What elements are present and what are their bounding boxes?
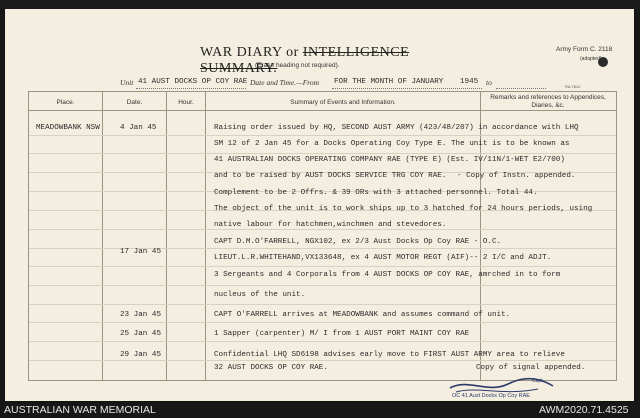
- date-value: FOR THE MONTH OF JANUARY: [334, 78, 444, 86]
- summary-line: nucleus of the unit.: [214, 291, 306, 299]
- summary-line: CAPT D.M.O'FARRELL, NGX102, ex 2/3 Aust Docks Op Coy RAE - O.C.: [214, 238, 502, 246]
- year-value: 1945: [460, 78, 479, 86]
- date-entry: 4 Jan 45: [120, 124, 157, 132]
- form-code: Army Form C. 2118: [556, 46, 613, 53]
- summary-line: 41 AUSTRALIAN DOCKS OPERATING COMPANY RAE (TYPE E) (Est. IV/11N/1-WET E2/700): [214, 156, 565, 164]
- row-rule: [29, 285, 616, 286]
- summary-line: and to be raised by AUST DOCKS SERVICE TRG COY RAE.: [214, 172, 447, 180]
- title-plain: WAR DIARY or: [200, 45, 299, 60]
- footer-source: AUSTRALIAN WAR MEMORIAL: [4, 404, 156, 416]
- unit-value: 41 AUST DOCKS OP COY RAE: [138, 78, 248, 86]
- signature-icon: [448, 374, 558, 398]
- footer-accession: AWM2020.71.4525: [539, 404, 629, 416]
- date-underline: [332, 88, 482, 89]
- summary-line: 3 Sergeants and 4 Corporals from 4 AUST DOCKS OP COY RAE, amrched in to form: [214, 271, 561, 279]
- row-rule: [29, 341, 616, 342]
- title-struck: INTELLIGENCE SUMMARY.: [200, 45, 410, 76]
- place-header: Place.: [56, 99, 75, 106]
- form-adapted: (adapted): [580, 56, 602, 62]
- row-rule: [29, 360, 616, 361]
- summary-header: Summary of Events and Information.: [290, 99, 396, 106]
- summary-line: SM 12 of 2 Jan 45 for a Docks Operating Coy Type E. The unit is to be known as: [214, 140, 570, 148]
- remarks-header: Remarks and references to Appendices, Diaries, &c.: [490, 94, 606, 109]
- date-entry: 25 Jan 45: [120, 330, 162, 338]
- summary-line: 32 AUST DOCKS OP COY RAE.: [214, 364, 328, 372]
- row-rule: [29, 135, 616, 136]
- table-header-rule: [28, 110, 617, 111]
- place-entry: MEADOWBANK NSW: [36, 124, 100, 132]
- row-rule: [29, 304, 616, 305]
- summary-line: Complement to be 2 Offrs. & 39 ORs with 3 attached personnel. Total 44.: [214, 189, 538, 197]
- date-entry: 17 Jan 45: [120, 248, 162, 256]
- summary-line: 1 Sapper (carpenter) M/ I from 1 AUST PORT MAINT COY RAE: [214, 330, 470, 338]
- row-rule: [29, 153, 616, 154]
- summary-line: - Copy of Instn. appended.: [457, 172, 576, 180]
- to-underline: [496, 88, 546, 89]
- table-right-rule: [616, 91, 617, 380]
- page-title: [200, 45, 460, 77]
- hour-header: Hour.: [178, 99, 194, 106]
- summary-line: The object of the unit is to work ships up to 3 hatched for 24 hours periods, using: [214, 205, 593, 213]
- form-small-code: RA 7612: [565, 84, 581, 89]
- date-label: Date and Time.—From: [250, 78, 320, 87]
- unit-label: Unit: [120, 78, 134, 87]
- summary-line: Confidential LHQ SD6198 advises early move to FIRST AUST ARMY area to relieve: [214, 351, 565, 359]
- date-header: Date.: [126, 99, 143, 106]
- table-top-rule: [28, 91, 617, 92]
- row-rule: [29, 229, 616, 230]
- signature-text: Capt: [532, 378, 543, 384]
- row-rule: [29, 322, 616, 323]
- to-label: to: [486, 78, 492, 87]
- date-entry: 29 Jan 45: [120, 351, 162, 359]
- title-note: (Erase heading not required).: [255, 62, 340, 69]
- unit-underline: [136, 88, 246, 89]
- top-border: [0, 0, 640, 9]
- summary-line: Raising order issued by HQ, SECOND AUST ARMY (423/48/207) in accordance with LHQ: [214, 124, 579, 132]
- summary-line: CAPT O'FARRELL arrives at MEADOWBANK and assumes command of unit.: [214, 311, 511, 319]
- row-rule: [29, 248, 616, 249]
- summary-line: native labour for hatchmen,winchmen and stevedores.: [214, 221, 447, 229]
- summary-line: LIEUT.L.R.WHITEHAND,VX133648, ex 4 AUST MOTOR REGT (AIF)-- 2 I/C and ADJT.: [214, 254, 552, 262]
- signature-sub: OC 41 Aust Docks Op Coy RAE: [452, 393, 530, 398]
- row-rule: [29, 266, 616, 267]
- summary-line: Copy of signal appended.: [476, 364, 586, 372]
- date-entry: 23 Jan 45: [120, 311, 162, 319]
